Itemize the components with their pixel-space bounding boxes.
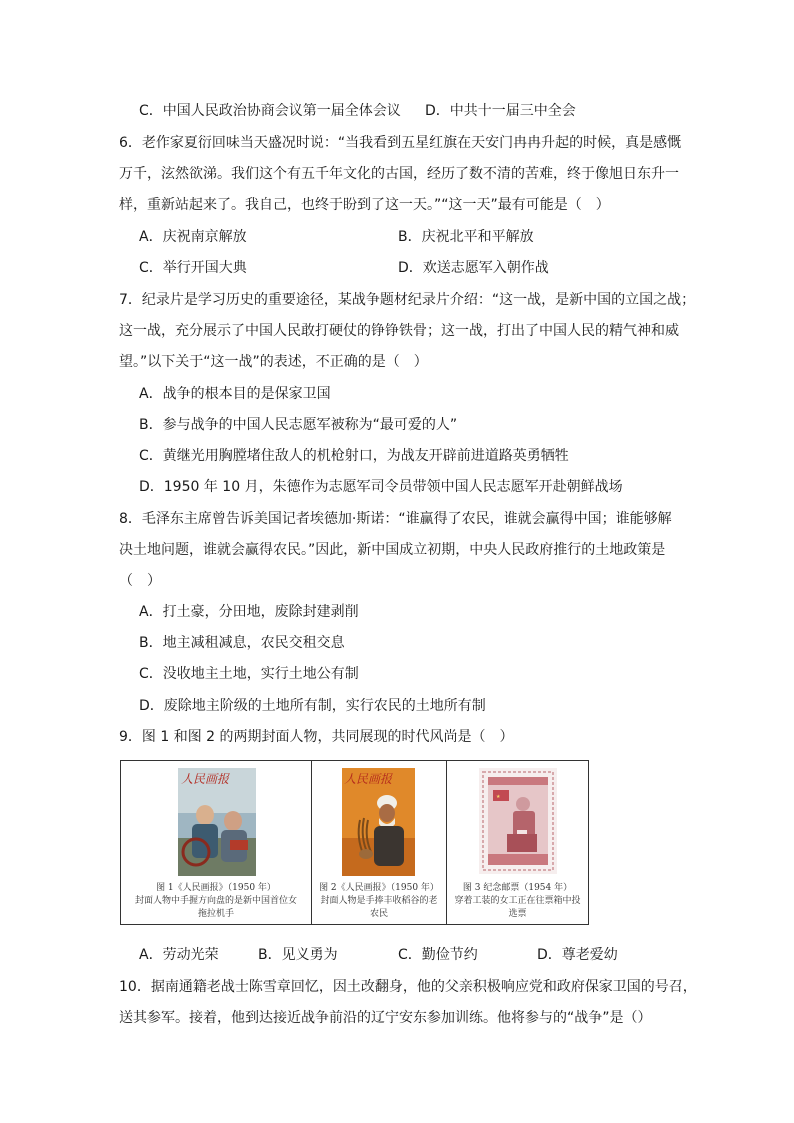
- q5-option-c: C．中国人民政治协商会议第一届全体会议: [139, 103, 401, 119]
- figure-2-caption-1: 图 2《人民画报》（1950 年）: [319, 883, 439, 893]
- q8-option-a: A．打土豪，分田地，废除封建剥削: [139, 604, 359, 620]
- figure-2-caption-2: 封面人物是手捧丰收稻谷的老: [320, 896, 438, 906]
- figure-3-cell: [447, 761, 588, 924]
- q6-stem-line-3: 样，重新站起来了。我自己，也终于盼到了这一天。”“这一天”最有可能是（ ）: [119, 197, 610, 213]
- figure-1-caption-3: 拖拉机手: [197, 909, 234, 919]
- q7-option-a: A．战争的根本目的是保家卫国: [139, 386, 331, 402]
- q6-stem-line-2: 万千，泫然欲涕。我们这个有五千年文化的古国，经历了数不清的苦难，终于像旭日东升一: [119, 166, 679, 182]
- q8-option-b: B．地主减租减息，农民交租交息: [139, 635, 345, 651]
- q9-option-b: B．见义勇为: [258, 947, 338, 963]
- figure-2-cell: [312, 761, 447, 924]
- figure-2-logo: 人民画报: [344, 772, 393, 786]
- q6-option-d: D．欢送志愿军入朝作战: [398, 260, 549, 276]
- figure-3-caption-2: 穿着工装的女工正在往票箱中投: [454, 896, 581, 906]
- q8-option-c: C．没收地主土地，实行土地公有制: [139, 666, 359, 682]
- q6-option-c: C．举行开国大典: [139, 260, 247, 276]
- q7-option-c: C．黄继光用胸膛堵住敌人的机枪射口，为战友开辟前进道路英勇牺牲: [139, 448, 569, 464]
- q7-option-b: B．参与战争的中国人民志愿军被称为“最可爱的人”: [139, 417, 458, 433]
- q8-stem-line-3: （ ）: [119, 573, 161, 589]
- q6-option-a: A．庆祝南京解放: [139, 229, 247, 245]
- q6-option-b: B．庆祝北平和平解放: [398, 229, 534, 245]
- figure-3-stamp-image: [479, 768, 557, 874]
- svg-text:★: ★: [496, 794, 501, 800]
- q9-option-d: D．尊老爱幼: [537, 947, 618, 963]
- q9-figure-table: [120, 760, 589, 925]
- figure-1-caption-1: 图 1《人民画报》（1950 年）: [156, 883, 276, 893]
- q9-option-c: C．勤俭节约: [398, 947, 478, 963]
- q6-stem-line-1: 6．老作家夏衍回味当天盛况时说：“当我看到五星红旗在天安门冉冉升起的时候，真是感慨: [119, 135, 682, 151]
- q10-stem-line-1: 10．据南通籍老战士陈雪章回忆，因土改翻身，他的父亲积极响应党和政府保家卫国的号召，: [119, 979, 697, 995]
- q8-stem-line-2: 决土地问题，谁就会赢得农民。”因此，新中国成立初期，中央人民政府推行的土地政策是: [119, 542, 666, 558]
- q9-stem: 9．图 1 和图 2 的两期封面人物，共同展现的时代风尚是（ ）: [119, 729, 514, 745]
- figure-2-caption-3: 农民: [369, 909, 388, 919]
- q5-option-d: D．中共十一届三中全会: [425, 103, 576, 119]
- figure-3-caption-1: 图 3 纪念邮票（1954 年）: [462, 883, 573, 893]
- q10-stem-line-2: 送其参军。接着，他到达接近战争前沿的辽宁安东参加训练。他将参与的“战争”是（）: [119, 1010, 652, 1026]
- q7-option-d: D．1950 年 10 月，朱德作为志愿军司令员带领中国人民志愿军开赴朝鲜战场: [139, 479, 623, 495]
- q7-stem-line-1: 7．纪录片是学习历史的重要途径，某战争题材纪录片介绍：“这一战，是新中国的立国之战；: [119, 292, 696, 308]
- q7-stem-line-2: 这一战，充分展示了中国人民敢打硬仗的铮铮铁骨；这一战，打出了中国人民的精气神和威: [119, 323, 679, 339]
- q8-option-d: D．废除地主阶级的土地所有制，实行农民的土地所有制: [139, 698, 486, 714]
- figure-1-cell: [121, 761, 312, 924]
- figure-1-logo: 人民画报: [181, 772, 230, 786]
- q7-stem-line-3: 望。”以下关于“这一战”的表述，不正确的是（ ）: [119, 354, 428, 370]
- figure-3-caption-3: 选票: [508, 909, 527, 919]
- figure-1-caption-2: 封面人物中手握方向盘的是新中国首位女: [134, 896, 297, 906]
- q9-option-a: A．劳动光荣: [139, 947, 219, 963]
- q8-stem-line-1: 8．毛泽东主席曾告诉美国记者埃德加·斯诺：“谁赢得了农民，谁就会赢得中国；谁能够解: [119, 511, 672, 527]
